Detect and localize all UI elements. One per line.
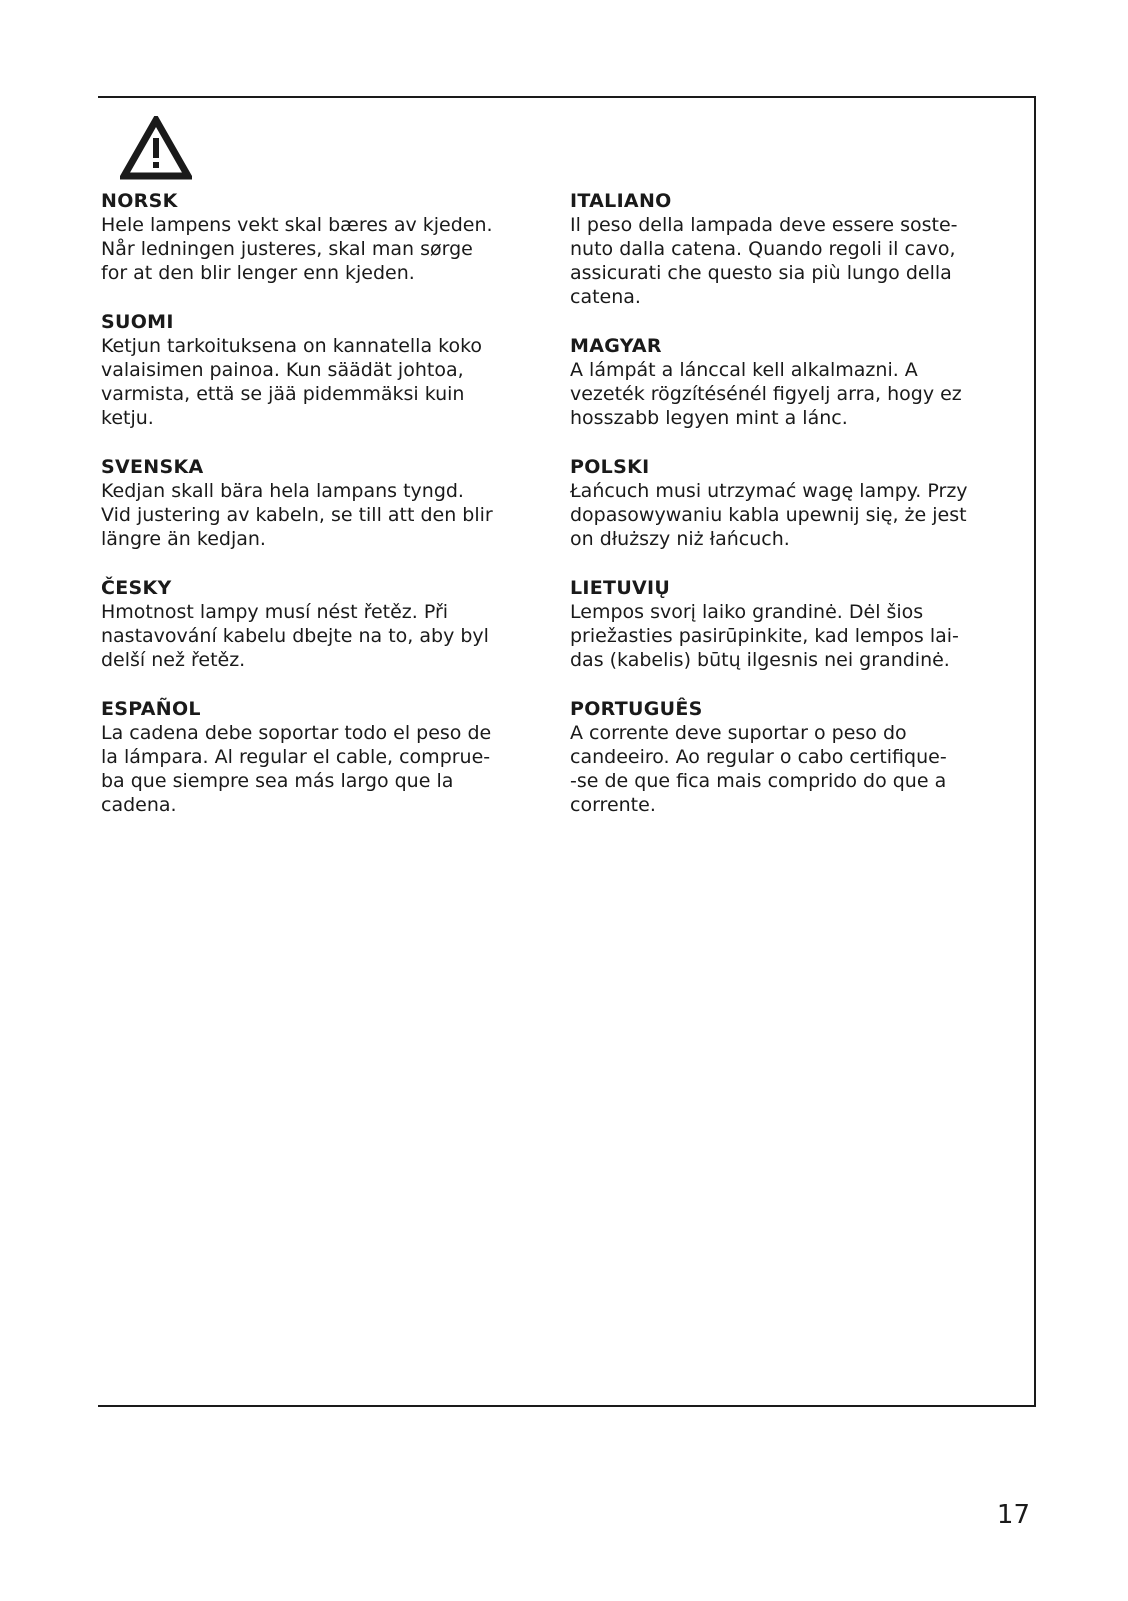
section-heading: LIETUVIŲ: [570, 577, 671, 599]
section-text: A corrente deve suportar o peso do candeeiro. Ao regular o cabo certifique- -se de que fica mais comprido do que a corrente.: [570, 722, 947, 816]
section-heading: PORTUGUÊS: [570, 698, 703, 720]
section-portugues: [570, 697, 1000, 817]
section-text: Hmotnost lampy musí nést řetěz. Při nastavování kabelu dbejte na to, aby byl delší než řetěz.: [101, 601, 489, 671]
section-cesky: [101, 576, 541, 672]
section-svenska: [101, 455, 541, 551]
section-italiano: [570, 189, 1000, 309]
section-text: Il peso della lampada deve essere soste- nuto dalla catena. Quando regoli il cavo, assicurati che questo sia più lungo della catena.: [570, 214, 958, 308]
section-text: Łańcuch musi utrzymać wagę lampy. Przy dopasowywaniu kabla upewnij się, że jest on dłuższy niż łańcuch.: [570, 480, 968, 550]
section-heading: ITALIANO: [570, 190, 672, 212]
section-heading: SVENSKA: [101, 456, 204, 478]
section-espanol: [101, 697, 541, 817]
section-heading: ČESKY: [101, 577, 172, 599]
section-heading: SUOMI: [101, 311, 174, 333]
section-text: Hele lampens vekt skal bæres av kjeden. Når ledningen justeres, skal man sørge for at den blir lenger enn kjeden.: [101, 214, 493, 284]
warning-triangle-icon: [120, 116, 192, 180]
left-column: [101, 189, 541, 842]
right-column: [570, 189, 1000, 842]
section-lietuviu: [570, 576, 1000, 672]
section-text: A lámpát a lánccal kell alkalmazni. A vezeték rögzítésénél figyelj arra, hogy ez hosszabb legyen mint a lánc.: [570, 359, 962, 429]
page-number: 17: [996, 1500, 1030, 1530]
section-heading: ESPAÑOL: [101, 698, 201, 720]
section-text: Ketjun tarkoituksena on kannatella koko valaisimen painoa. Kun säädät johtoa, varmista, että se jää pidemmäksi kuin ketju.: [101, 335, 483, 429]
section-text: La cadena debe soportar todo el peso de la lámpara. Al regular el cable, comprue- ba que siempre sea más largo que la cadena.: [101, 722, 492, 816]
section-heading: MAGYAR: [570, 335, 662, 357]
section-text: Lempos svorį laiko grandinė. Dėl šios priežasties pasirūpinkite, kad lempos lai- das (kabelis) būtų ilgesnis nei grandinė.: [570, 601, 959, 671]
section-heading: POLSKI: [570, 456, 650, 478]
section-norsk: [101, 189, 541, 285]
section-text: Kedjan skall bära hela lampans tyngd. Vid justering av kabeln, se till att den blir längre än kedjan.: [101, 480, 493, 550]
section-suomi: [101, 310, 541, 430]
section-polski: [570, 455, 1000, 551]
section-heading: NORSK: [101, 190, 178, 212]
section-magyar: [570, 334, 1000, 430]
